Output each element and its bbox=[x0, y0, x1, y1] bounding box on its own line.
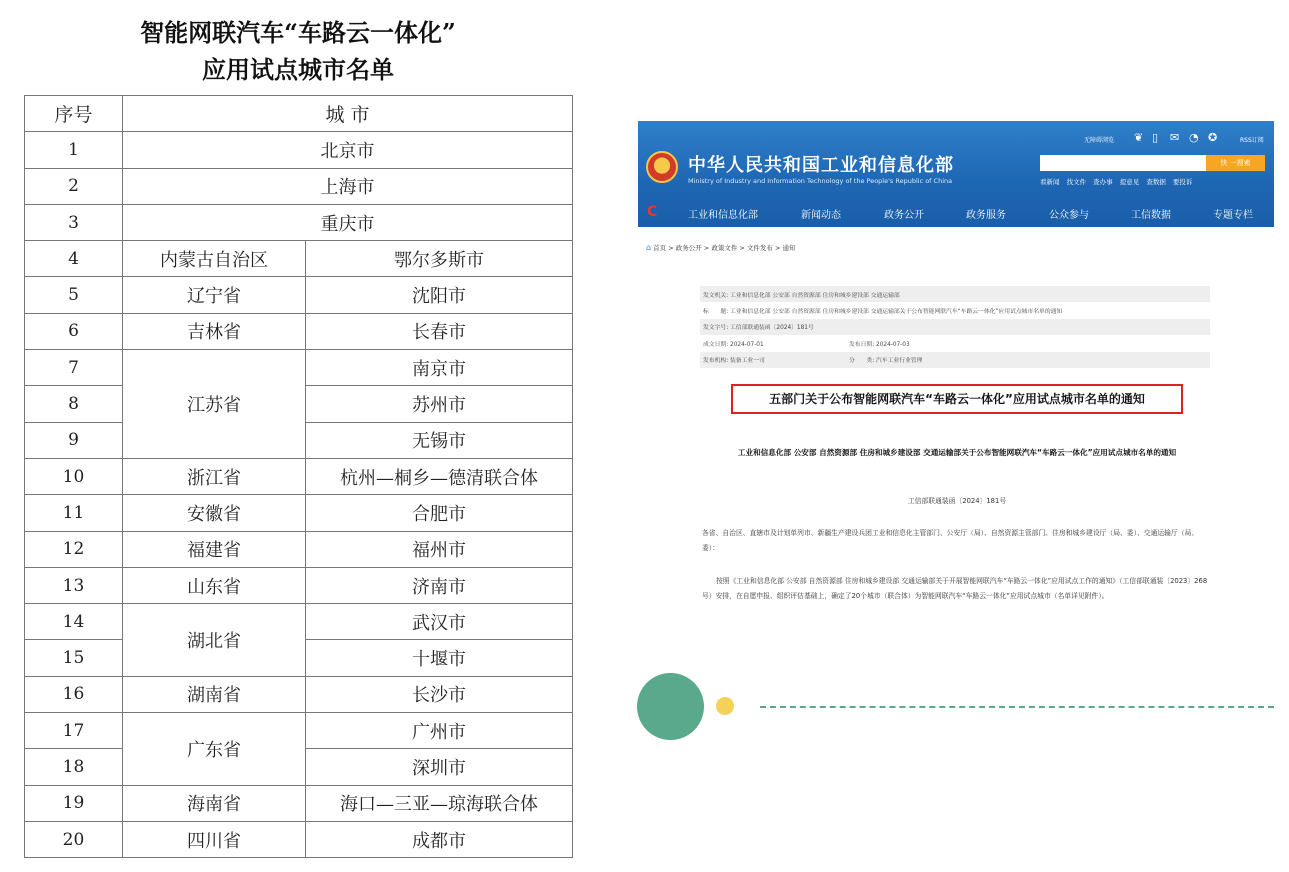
sina-icon[interactable]: ◔ bbox=[1189, 131, 1199, 144]
national-emblem-icon bbox=[646, 151, 678, 183]
meta-title bbox=[700, 302, 1210, 318]
row-province: 浙江省 bbox=[123, 458, 306, 494]
meta-date-label: 成文日期: bbox=[703, 341, 729, 348]
table-row bbox=[25, 277, 573, 313]
quick-link-feedback[interactable]: 提意见 bbox=[1119, 178, 1140, 186]
decorative-green-circle bbox=[637, 673, 704, 740]
table-row bbox=[25, 785, 573, 821]
row-no: 4 bbox=[25, 241, 123, 277]
row-no: 10 bbox=[25, 458, 123, 494]
row-city: 沈阳市 bbox=[306, 277, 573, 313]
row-city: 鄂尔多斯市 bbox=[306, 241, 573, 277]
table-row bbox=[25, 495, 573, 531]
meta-pub-label: 发布日期: bbox=[849, 341, 875, 348]
main-nav bbox=[638, 199, 1274, 227]
row-city: 成都市 bbox=[306, 821, 573, 857]
article-title: 工业和信息化部 公安部 自然资源部 住房和城乡建设部 交通运输部关于公布智能网联汽车“车路云一体化”应用试点城市名单的通知 bbox=[737, 448, 1177, 457]
article-paragraph: 按照《工业和信息化部 公安部 自然资源部 住房和城乡建设部 交通运输部关于开展智能网联汽车“车路云一体化”应用试点工作的通知》（工信部联通装〔2023〕268号）安排，在自愿申报、组织评估基础上，确定了20个城市（联合体）为智能网联汽车“车路云一体化”应用试点城市（名单详见附件）。 bbox=[702, 577, 1208, 600]
row-city: 长春市 bbox=[306, 313, 573, 349]
row-province: 内蒙古自治区 bbox=[123, 241, 306, 277]
accessibility-link[interactable]: 无障碍浏览 bbox=[1084, 137, 1115, 144]
meta-date bbox=[700, 335, 846, 351]
row-province: 福建省 bbox=[123, 531, 306, 567]
site-name: 中华人民共和国工业和信息化部 bbox=[688, 155, 954, 176]
wechat-icon[interactable]: ❦ bbox=[1134, 131, 1144, 144]
meta-org-value: 装备工业一司 bbox=[730, 358, 765, 365]
meta-cat-value: 汽车工业行业管理 bbox=[876, 358, 923, 365]
row-city: 北京市 bbox=[123, 132, 573, 168]
quick-link-news[interactable]: 看新闻 bbox=[1040, 178, 1060, 186]
nav-item-public[interactable]: 政务公开 bbox=[884, 210, 924, 221]
row-city: 上海市 bbox=[123, 168, 573, 204]
row-no: 15 bbox=[25, 640, 123, 676]
table-row bbox=[25, 132, 573, 168]
row-no: 8 bbox=[25, 386, 123, 422]
search-input[interactable] bbox=[1040, 155, 1206, 171]
list-title-line2: 应用试点城市名单 bbox=[202, 55, 394, 84]
nav-item-participation[interactable]: 公众参与 bbox=[1049, 210, 1089, 221]
table-row bbox=[25, 241, 573, 277]
breadcrumb bbox=[646, 243, 795, 252]
meta-org bbox=[700, 352, 846, 368]
row-city: 合肥市 bbox=[306, 495, 573, 531]
row-province: 安徽省 bbox=[123, 495, 306, 531]
list-title bbox=[24, 14, 572, 88]
nav-item-topics[interactable]: 专题专栏 bbox=[1213, 210, 1253, 221]
row-city: 深圳市 bbox=[306, 749, 573, 785]
search-button[interactable]: 快 一搜索 bbox=[1206, 155, 1265, 171]
row-province: 广东省 bbox=[123, 713, 306, 786]
meta-org-label: 发布机构: bbox=[703, 358, 729, 365]
meta-date-value: 2024-07-01 bbox=[730, 341, 764, 348]
row-no: 14 bbox=[25, 604, 123, 640]
table-row bbox=[25, 604, 573, 640]
row-no: 16 bbox=[25, 676, 123, 712]
article-doc-number: 工信部联通装函〔2024〕181号 bbox=[907, 497, 1007, 505]
row-no: 18 bbox=[25, 749, 123, 785]
row-province: 湖南省 bbox=[123, 676, 306, 712]
row-city: 长沙市 bbox=[306, 676, 573, 712]
row-city: 无锡市 bbox=[306, 422, 573, 458]
row-city: 海口—三亚—琼海联合体 bbox=[306, 785, 573, 821]
meta-docno bbox=[700, 319, 1210, 335]
home-icon[interactable]: ⌂ bbox=[646, 243, 652, 252]
row-no: 9 bbox=[25, 422, 123, 458]
header-no: 序号 bbox=[25, 96, 123, 132]
nav-item-services[interactable]: 政务服务 bbox=[966, 210, 1006, 221]
table-row bbox=[25, 713, 573, 749]
meta-docno-label: 发文字号: bbox=[703, 325, 729, 332]
table-row bbox=[25, 458, 573, 494]
table-row bbox=[25, 313, 573, 349]
row-province: 海南省 bbox=[123, 785, 306, 821]
row-no: 17 bbox=[25, 713, 123, 749]
row-city: 杭州—桐乡—德清联合体 bbox=[306, 458, 573, 494]
headline-highlight: 五部门关于公布智能网联汽车“车路云一体化”应用试点城市名单的通知 bbox=[731, 384, 1183, 414]
rss-link[interactable]: RSS订阅 bbox=[1240, 137, 1264, 144]
row-province: 山东省 bbox=[123, 567, 306, 603]
weibo-icon[interactable]: ✪ bbox=[1208, 131, 1218, 144]
nav-item-home[interactable]: 工业和信息化部 bbox=[688, 210, 758, 221]
row-no: 19 bbox=[25, 785, 123, 821]
row-city: 济南市 bbox=[306, 567, 573, 603]
row-no: 6 bbox=[25, 313, 123, 349]
row-city: 苏州市 bbox=[306, 386, 573, 422]
row-city: 南京市 bbox=[306, 350, 573, 386]
table-row bbox=[25, 168, 573, 204]
site-name-en: Ministry of Industry and Information Technology of the People's Republic of China bbox=[688, 177, 953, 185]
row-no: 13 bbox=[25, 567, 123, 603]
quick-link-data[interactable]: 查数据 bbox=[1146, 178, 1166, 186]
table-row bbox=[25, 531, 573, 567]
row-no: 12 bbox=[25, 531, 123, 567]
quick-link-docs[interactable]: 找文件 bbox=[1066, 178, 1087, 186]
city-table bbox=[24, 95, 573, 858]
meta-issuer bbox=[700, 286, 1210, 302]
site-banner bbox=[638, 121, 1274, 227]
miit-webpage bbox=[638, 121, 1274, 661]
row-city: 福州市 bbox=[306, 531, 573, 567]
article-paragraph: 各省、自治区、直辖市及计划单列市、新疆生产建设兵团工业和信息化主管部门、公安厅（局）、自然资源主管部门、住房和城乡建设厅（局、委）、交通运输厅（局、委）： bbox=[702, 529, 1199, 552]
mobile-icon[interactable]: ▯ bbox=[1152, 131, 1159, 144]
meta-title-label: 标 题: bbox=[703, 309, 729, 316]
row-province: 辽宁省 bbox=[123, 277, 306, 313]
row-city: 广州市 bbox=[306, 713, 573, 749]
meta-cat-label: 分 类: bbox=[849, 358, 875, 365]
row-province: 四川省 bbox=[123, 821, 306, 857]
meta-issuer-value: 工业和信息化部 公安部 自然资源部 住房和城乡建设部 交通运输部 bbox=[730, 292, 900, 299]
list-title-line1: 智能网联汽车“车路云一体化” bbox=[140, 18, 456, 47]
row-province: 湖北省 bbox=[123, 604, 306, 677]
decorative-yellow-dot bbox=[716, 697, 734, 715]
table-row bbox=[25, 350, 573, 386]
row-city: 十堰市 bbox=[306, 640, 573, 676]
table-row bbox=[25, 676, 573, 712]
quick-link-services[interactable]: 查办事 bbox=[1093, 178, 1113, 186]
row-no: 1 bbox=[25, 132, 123, 168]
row-city: 武汉市 bbox=[306, 604, 573, 640]
mail-icon[interactable]: ✉ bbox=[1170, 131, 1180, 144]
meta-docno-value: 工信部联通装函〔2024〕181号 bbox=[730, 325, 814, 332]
table-header-row bbox=[25, 96, 573, 132]
table-row bbox=[25, 204, 573, 240]
meta-title-value: 工业和信息化部 公安部 自然资源部 住房和城乡建设部 交通运输部关于公布智能网联汽车“车路云一体化”应用试点城市名单的通知 bbox=[730, 309, 1063, 316]
row-province: 吉林省 bbox=[123, 313, 306, 349]
nav-logo-icon: C bbox=[647, 204, 658, 220]
meta-pubdate bbox=[846, 335, 1210, 351]
header-city: 城 市 bbox=[123, 96, 573, 132]
row-no: 11 bbox=[25, 495, 123, 531]
decorative-dashed-line bbox=[760, 706, 1274, 708]
meta-pub-value: 2024-07-03 bbox=[876, 341, 910, 348]
nav-item-news[interactable]: 新闻动态 bbox=[801, 210, 841, 221]
row-no: 20 bbox=[25, 821, 123, 857]
table-row bbox=[25, 567, 573, 603]
nav-item-data[interactable]: 工信数据 bbox=[1131, 210, 1171, 221]
row-no: 2 bbox=[25, 168, 123, 204]
meta-issuer-label: 发文机关: bbox=[703, 292, 729, 299]
breadcrumb-text[interactable]: 首页 > 政务公开 > 政策文件 > 文件发布 > 通知 bbox=[653, 244, 796, 252]
row-city: 重庆市 bbox=[123, 204, 573, 240]
row-no: 3 bbox=[25, 204, 123, 240]
meta-category bbox=[846, 352, 1210, 368]
quick-links bbox=[1040, 177, 1197, 186]
quick-link-complaint[interactable]: 要投诉 bbox=[1172, 178, 1193, 186]
table-row bbox=[25, 821, 573, 857]
row-no: 5 bbox=[25, 277, 123, 313]
document-meta bbox=[700, 286, 1210, 368]
row-no: 7 bbox=[25, 350, 123, 386]
row-province: 江苏省 bbox=[123, 350, 306, 459]
